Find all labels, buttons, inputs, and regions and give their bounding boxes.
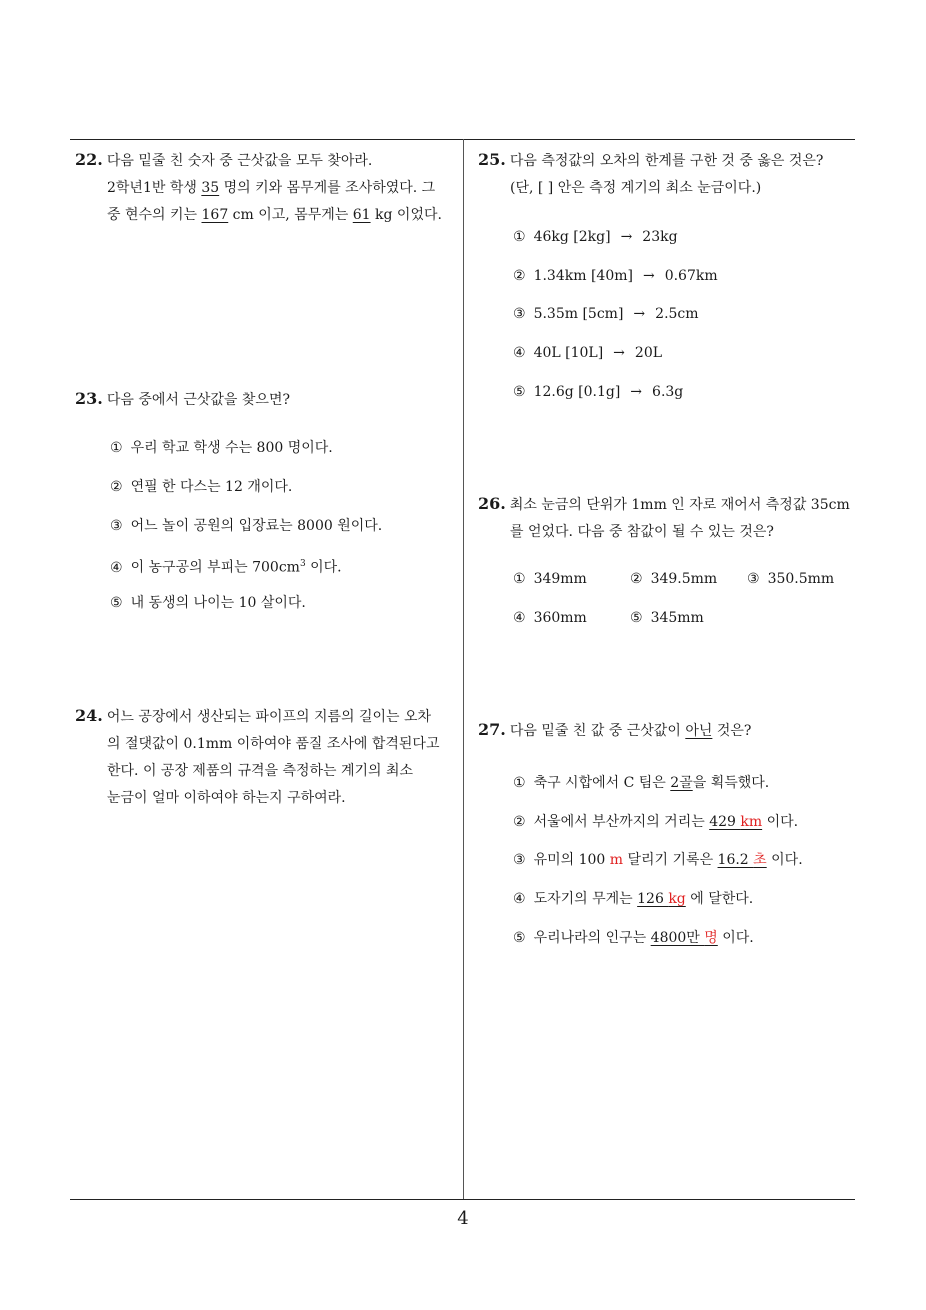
arrow-icon: → [620,229,633,245]
question-23-stem: 23. 다음 중에서 근삿값을 찾으면? [75,389,290,408]
question-24: 24. 어느 공장에서 생산되는 파이프의 지름의 길이는 오차 의 절댓값이 0.1mm 이하여야 품질 조사에 합격된다고 한다. 이 공장 제품의 규격을 측정하는 계기의 최소 눈금이 얼마 이하여야 하는지 구하여라. [75,702,459,812]
option-1[interactable]: ① 우리 학교 학생 수는 800 명이다. [110,440,333,456]
question-number: 25. [478,150,506,169]
underlined-number: 61 [352,207,371,223]
arrow-icon: → [630,384,643,400]
question-23 [75,385,459,414]
option-5[interactable]: ⑤ 345mm [630,610,704,626]
arrow-icon: → [613,345,625,361]
underlined-number: 35 [201,180,220,196]
question-number: 23. [75,389,103,408]
question-22 [75,146,459,229]
question-22-body-line: 중 현수의 키는 167 cm 이고, 몸무게는 61 kg 이었다. [107,207,442,223]
option-3[interactable]: ③ 어느 놀이 공원의 입장료는 8000 원이다. [110,518,383,534]
underlined-number: 167 [201,207,229,223]
option-1[interactable]: ① 349mm [513,571,587,587]
question-number: 22. [75,150,103,169]
option-4[interactable]: ④ 도자기의 무게는 126 kg 에 달한다. [513,891,754,907]
option-5[interactable]: ⑤ 12.6g [0.1g] → 6.3g [513,384,684,400]
option-2[interactable]: ② 서울에서 부산까지의 거리는 429 km 이다. [513,814,799,830]
option-2[interactable]: ② 349.5mm [630,571,718,587]
option-2[interactable]: ② 1.34km [40m] → 0.67km [513,268,718,284]
option-5[interactable]: ⑤ 내 동생의 나이는 10 살이다. [110,595,306,611]
option-4[interactable]: ④ 이 농구공의 부피는 $700cm^3$ 이다. [110,559,342,576]
option-3[interactable]: ③ 유미의 100 m 달리기 기록은 16.2 초 이다. [513,852,803,868]
option-5[interactable]: ⑤ 우리나라의 인구는 4800만 명 이다. [513,930,754,946]
option-4[interactable]: ④ 360mm [513,610,587,626]
underlined-word: 아닌 [685,723,713,739]
question-26: 26. 최소 눈금의 단위가 1mm 인 자로 재어서 측정값 35cm 를 얻었다. 다음 중 참값이 될 수 있는 것은? [478,490,862,546]
arrow-icon: → [633,306,646,322]
option-2[interactable]: ② 연필 한 다스는 12 개이다. [110,479,293,495]
question-22-stem: 22. 다음 밑줄 친 숫자 중 근삿값을 모두 찾아라. [75,150,373,169]
question-25: 25. 다음 측정값의 오차의 한계를 구한 것 중 옳은 것은? (단, [ ] 안은 측정 계기의 최소 눈금이다.) [478,146,862,202]
question-number: 24. [75,706,103,725]
question-22-body-line: 2학년1반 학생 35 명의 키와 몸무게를 조사하였다. 그 [107,180,436,196]
column-divider [463,139,464,1200]
question-25-stem: 25. 다음 측정값의 오차의 한계를 구한 것 중 옳은 것은? [478,150,824,169]
question-number: 27. [478,720,506,739]
option-4[interactable]: ④ 40L [10L] → 20L [513,345,663,361]
question-26-stem: 26. 최소 눈금의 단위가 1mm 인 자로 재어서 측정값 35cm [478,494,850,513]
arrow-icon: → [642,268,655,284]
question-27-stem: 27. 다음 밑줄 친 값 중 근삿값이 아닌 것은? [478,720,752,739]
question-number: 26. [478,494,506,513]
question-27 [478,716,862,745]
option-3[interactable]: ③ 5.35m [5cm] → 2.5cm [513,306,699,322]
option-3[interactable]: ③ 350.5mm [747,571,835,587]
question-24-stem: 24. 어느 공장에서 생산되는 파이프의 지름의 길이는 오차 [75,706,432,725]
option-1[interactable]: ① 축구 시합에서 C 팀은 2골을 획득했다. [513,775,770,791]
bottom-rule [70,1199,855,1200]
option-1[interactable]: ① 46kg [2kg] → 23kg [513,229,678,245]
page-number: 4 [457,1208,469,1229]
